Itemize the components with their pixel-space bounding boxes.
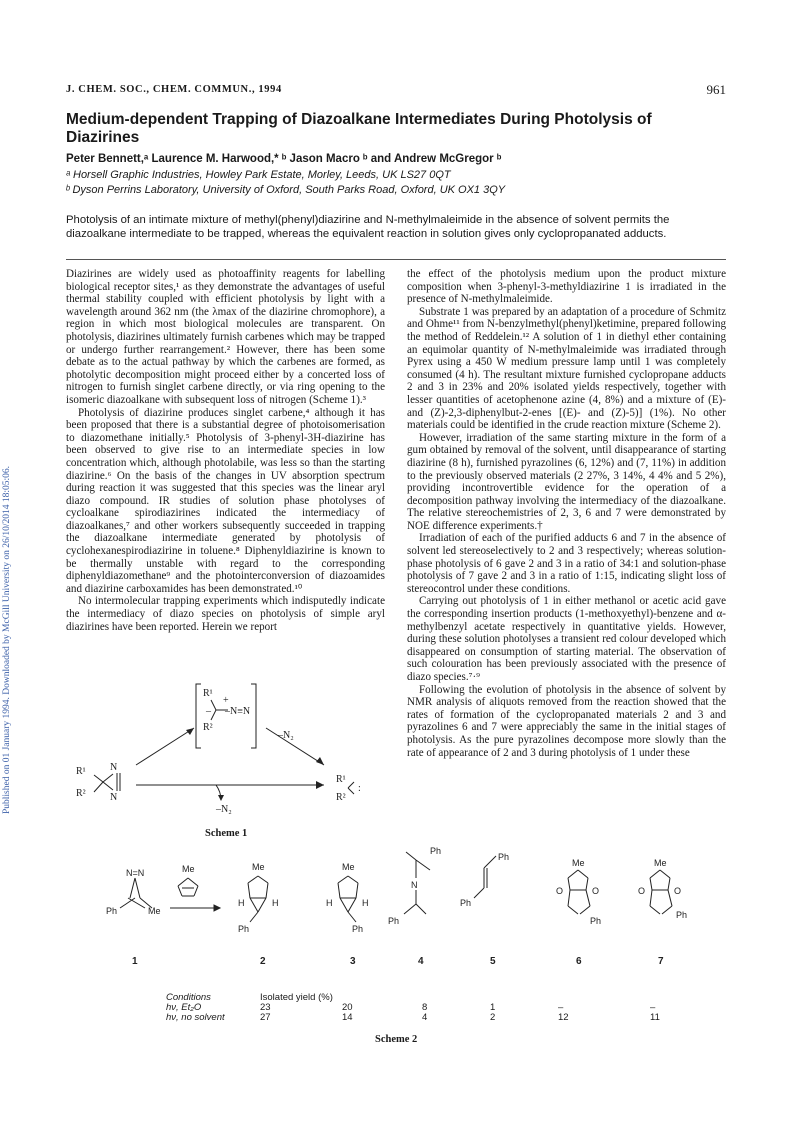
n-n-label: N=N xyxy=(126,868,145,878)
download-note xyxy=(2,270,16,1010)
paragraph: the effect of the photolysis medium upon the product mixture composition when 3-phenyl-3-methyldiazirine 1 is irradiated in the presence of N-methylmaleimide. xyxy=(407,268,726,306)
diazo-group: –N≡N xyxy=(225,706,251,717)
yield-cell: 4 xyxy=(422,1012,428,1023)
yield-table xyxy=(166,993,726,1023)
ph-label: Ph xyxy=(388,916,400,926)
r1-carbene: R¹ xyxy=(336,774,346,785)
header-rule xyxy=(66,259,726,260)
compound-number: 3 xyxy=(350,956,356,967)
compound-number: 4 xyxy=(418,956,424,967)
condition-cell: hν, Et₂O xyxy=(166,1002,202,1013)
table-row xyxy=(166,1003,726,1013)
plus-sign: + xyxy=(223,695,229,706)
o-label: O xyxy=(638,886,646,896)
h-label: H xyxy=(362,898,369,908)
r1-diazirine: R¹ xyxy=(76,766,86,777)
conditions-header: Conditions xyxy=(166,992,211,1003)
ph-label: Ph xyxy=(676,910,688,920)
scheme-2-diagram xyxy=(100,838,720,1018)
paragraph: Photolysis of diazirine produces singlet carbene,⁴ although it has been proposed that there is a substantial degree of photoisomerisation to diazomethane initially.⁵ Photolysis of 3-phenyl-3H-diazirine has been observed to give rise to an intermediate species in low concentration which, although photolabile, was less so than the starting diazirine.⁶ On the basis of the changes in UV absorption spectrum during reaction it was suggested that this species was the linear aryl diazo compound. IR studies of solution phase photolyses of cycloalkane spirodiazirines indicated the intermediacy of diazoalkanes,⁷ and other workers subsequently succeeded in trapping the diazoalkane intermediate generated by photolysis of cyclohexanespirodiazirine in toluene.⁸ Diphenyldiazirine is known to be thermally unstable with regard to the corresponding diphenyldiazomethane⁹ and the photointerconversion of diazoamides and diazirine carboxamides has been demonstrated.¹⁰ xyxy=(66,406,385,595)
yield-cell: 20 xyxy=(342,1002,353,1013)
h-label: H xyxy=(238,898,245,908)
scheme-1-caption: Scheme 1 xyxy=(205,828,248,839)
ph-label: Ph xyxy=(430,846,442,856)
ph-label: Ph xyxy=(498,852,510,862)
running-head xyxy=(66,84,726,100)
journal-name: J. CHEM. SOC., CHEM. COMMUN., 1994 xyxy=(66,84,282,95)
table-row xyxy=(166,1013,726,1023)
compound-number: 6 xyxy=(576,956,582,967)
yield-cell: 11 xyxy=(650,1012,660,1023)
compound-number: 5 xyxy=(490,956,496,967)
compound-number: 2 xyxy=(260,956,266,967)
yield-cell: 23 xyxy=(260,1002,271,1013)
affiliation-a: ᵃ Horsell Graphic Industries, Howley Park Estate, Morley, Leeds, UK LS27 0QT xyxy=(66,169,451,181)
download-note-text: Published on 01 January 1994. Downloaded by McGill University on 26/10/2014 18:05:06. xyxy=(2,465,12,815)
r2-diazirine: R² xyxy=(76,788,86,799)
o-label: O xyxy=(556,886,564,896)
ph-label: Ph xyxy=(590,916,602,926)
author-list: Peter Bennett,ᵃ Laurence M. Harwood,* ᵇ Jason Macro ᵇ and Andrew McGregor ᵇ xyxy=(66,153,502,165)
n-atom: N xyxy=(110,762,118,773)
yield-header: Isolated yield (%) xyxy=(260,992,333,1003)
affiliation-b: ᵇ Dyson Perrins Laboratory, University of Oxford, South Parks Road, Oxford, UK OX1 3QY xyxy=(66,184,506,196)
compound-number: 7 xyxy=(658,956,664,967)
o-label: O xyxy=(674,886,682,896)
yield-cell: 27 xyxy=(260,1012,271,1023)
abstract: Photolysis of an intimate mixture of methyl(phenyl)diazirine and N-methylmaleimide in the absence of solvent permits the diazoalkane intermediate to be trapped, whereas the equivalent reaction in solution gives only cyclopropanated adducts. xyxy=(66,214,670,240)
n-atom: N xyxy=(411,880,418,890)
r2-carbene: R² xyxy=(336,792,346,803)
condition-cell: hν, no solvent xyxy=(166,1012,225,1023)
r1-label: R¹ xyxy=(203,688,213,699)
yield-cell: 2 xyxy=(490,1012,496,1023)
minus-sign: – xyxy=(206,706,211,717)
me-label: Me xyxy=(148,906,161,916)
h-label: H xyxy=(326,898,333,908)
me-label: Me xyxy=(342,862,355,872)
paragraph: Diazirines are widely used as photoaffinity reagents for labelling biological receptor sites,¹ as they demonstrate the advantages of useful thermal stability coupled with efficient photolysis by light with a wavelength around 362 nm (the λmax of the diazirine chromophore), a region in which most biological molecules are transparent. On photolysis, diazirines ultimately furnish carbenes which may be trapped or undergo further rearrangement.² However, there has been some debate as to the actual pathway by which the carbenes are formed, as photolytic decomposition might proceed either by a concerted loss of nitrogen to furnish singlet carbene directly, or via ring opening to the isomeric diazoalkane with subsequent loss of nitrogen (Scheme 1).³ xyxy=(66,268,385,406)
me-label: Me xyxy=(182,864,195,874)
me-label: Me xyxy=(572,858,585,868)
loss-n2-top: –N₂ xyxy=(278,730,294,741)
right-column xyxy=(407,268,726,759)
carbene-dot: : xyxy=(358,783,361,794)
ph-label: Ph xyxy=(238,924,250,934)
scheme-1-diagram xyxy=(66,670,386,830)
ph-label: Ph xyxy=(106,906,118,916)
article-title: Medium-dependent Trapping of Diazoalkane Intermediates During Photolysis of Diazirines xyxy=(66,111,652,146)
paragraph: No intermolecular trapping experiments which indisputedly indicate the intermediacy of diazo species on photolysis of simple aryl diazirines have been reported. Herein we report xyxy=(66,595,385,633)
yield-cell: – xyxy=(558,1002,564,1013)
yield-cell: 8 xyxy=(422,1002,428,1013)
n-atom: N xyxy=(110,792,118,803)
yield-cell: – xyxy=(650,1002,656,1013)
loss-n2-bottom: –N₂ xyxy=(216,804,232,815)
yield-cell: 14 xyxy=(342,1012,353,1023)
left-column xyxy=(66,268,385,633)
ph-label: Ph xyxy=(352,924,364,934)
scheme-2-caption: Scheme 2 xyxy=(375,1034,418,1045)
compound-number: 1 xyxy=(132,956,138,967)
paragraph: However, irradiation of the same starting mixture in the form of a gum obtained by removal of the solvent, until disappearance of starting diazirine (8 h), furnished pyrazolines (6, 12%) and (7, 11%) in addition to the previously observed materials (2 27%, 3 14%, 4 4% and 5 2%), providing incontrovertible evidence for the operation of a decomposition pathway involving the intermediacy of the diazoalkane. The relative stereochemistries of 2, 3, 6 and 7 were demonstrated by NOE difference experiments.† xyxy=(407,431,726,532)
page-number: 961 xyxy=(706,82,726,97)
yield-cell: 12 xyxy=(558,1012,569,1023)
me-label: Me xyxy=(252,862,265,872)
yield-cell: 1 xyxy=(490,1002,496,1013)
o-label: O xyxy=(592,886,600,896)
paragraph: Substrate 1 was prepared by an adaptation of a procedure of Schmitz and Ohme¹¹ from N-benzylmethyl(phenyl)ketimine, prepared following the method of Reddelein.¹² A solution of 1 in diethyl ether containing an equimolar quantity of N-methylmaleimide was irradiated through Pyrex using a 450 W medium pressure lamp until 1 was completely consumed (4 h). The resultant mixture furnished cyclopropane adducts 2 and 3 in 23% and 20% isolated yields respectively, together with lesser quantities of acetophenone azine (4, 8%) and a mixture of (E)- and (Z)-2,3-diphenylbut-2-enes [(E)- and (Z)-5)] (1%). No other materials could be identified in the crude reaction mixture (Scheme 2). xyxy=(407,305,726,432)
paragraph: Irradiation of each of the purified adducts 6 and 7 in the absence of solvent led stereoselectively to 2 and 3 respectively; whereas solution-phase photolysis of 6 gave 2 and 3 in a ratio of 34:1 and solution-phase photolysis of 7 gave 2 and 3 in a ratio of 1:15, indicating slight loss of stereocontrol under these conditions. xyxy=(407,532,726,595)
h-label: H xyxy=(272,898,279,908)
r2-label: R² xyxy=(203,722,213,733)
paragraph: Carrying out photolysis of 1 in either methanol or acetic acid gave the corresponding insertion products (1-methoxyethyl)-benzene and α-methylbenzyl acetate respectively in quantitative yields. However, during these solution photolyses a transient red colour developed which disappeared on consumption of starting material. The observation of such colouration has been previously associated with the presence of diazo species.⁷·⁹ xyxy=(407,595,726,683)
ph-label: Ph xyxy=(460,898,472,908)
me-label: Me xyxy=(654,858,667,868)
paragraph: Following the evolution of photolysis in the absence of solvent by NMR analysis of aliquots removed from the reaction showed that the rates of formation of the cyclopropanated materials 2 and 3 and pyrazolines 6 and 7 were appreciably the same in the initial stages of photolysis. As the pure pyrazolines decompose more slowly than the rate of appearance of 2 and 3 during photolysis of 1 under these xyxy=(407,683,726,759)
